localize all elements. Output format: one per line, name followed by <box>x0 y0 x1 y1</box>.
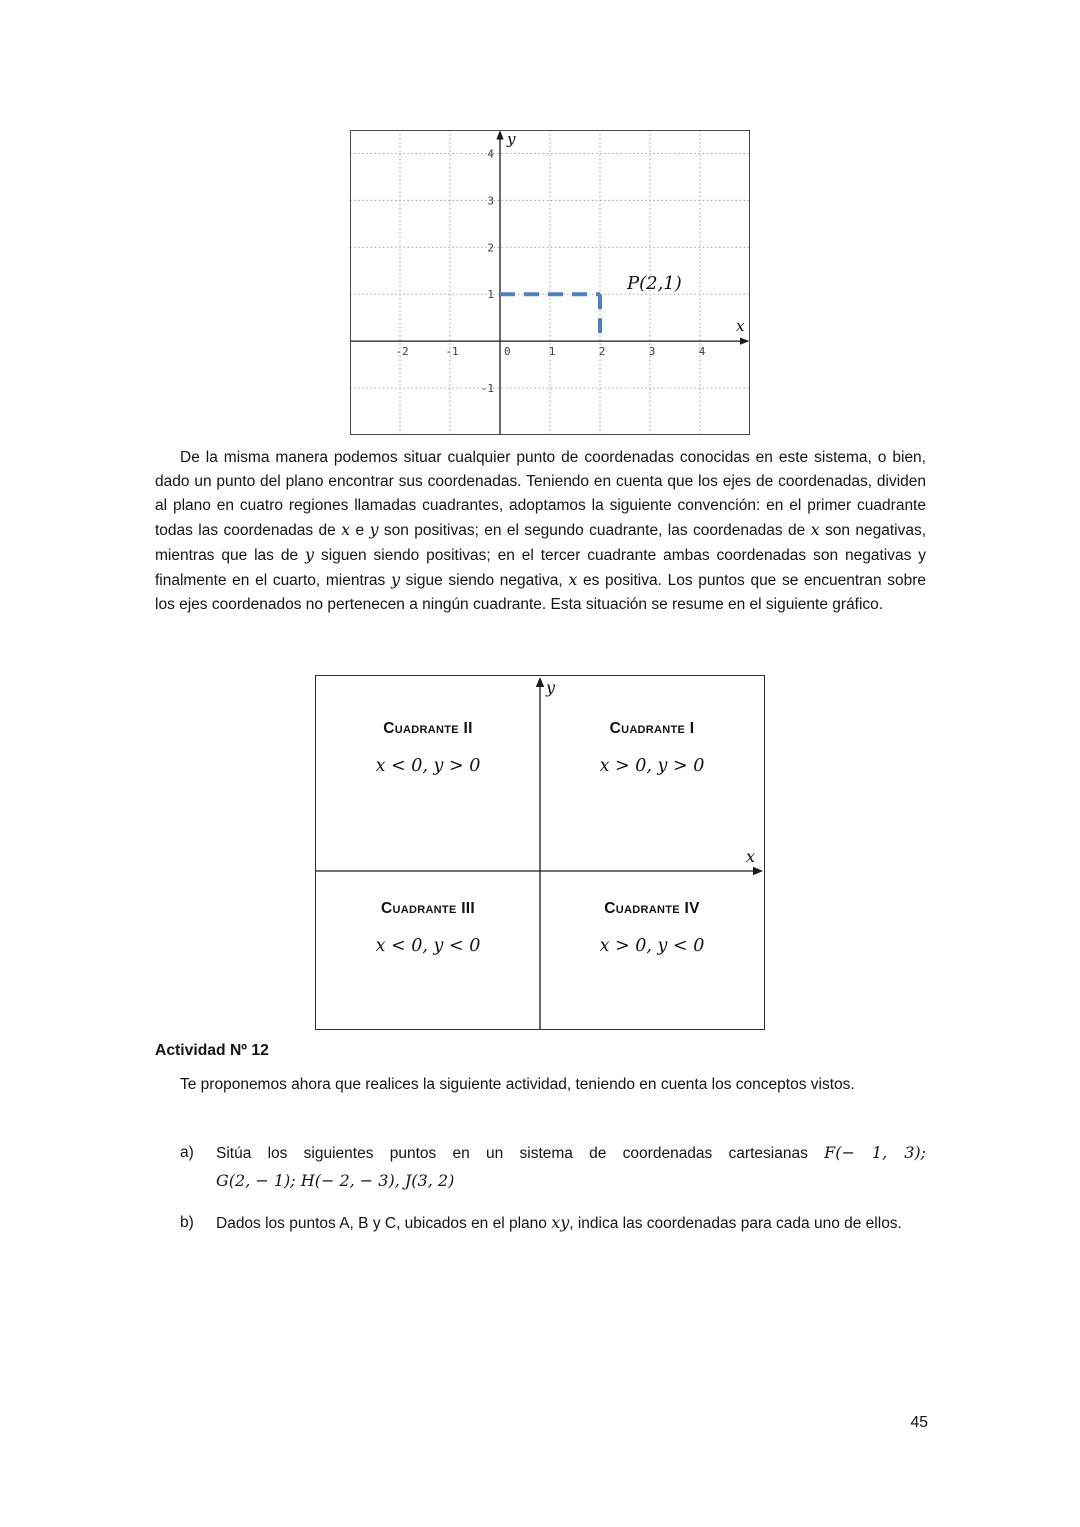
text-run: Dados los puntos A, B y C, ubicados en el plano <box>216 1215 552 1232</box>
x-tick-label: -1 <box>445 345 459 359</box>
text-run: sigue siendo negativa, <box>400 572 569 589</box>
y-tick-label: 4 <box>487 147 494 161</box>
activity-heading: Actividad Nº 12 <box>155 1042 269 1059</box>
text-run: De la misma manera podemos situar cualquier punto de coordenadas conocidas en este sistema, o bien, dado un punto del plano encontrar sus coordenadas. Teniendo en cuenta que los ejes de coordenadas, dividen al plano en cuatro regiones llamadas cuadrantes, adoptamos la siguiente convención: en el primer cuadrante todas las coordenadas de <box>155 449 926 539</box>
math-inline: x <box>568 570 578 589</box>
y-tick-label: 1 <box>487 288 494 302</box>
text-run: , indica las coordenadas para cada uno de ellos. <box>569 1215 902 1232</box>
quadrant-diagram <box>315 675 765 1030</box>
y-axis-arrow-icon <box>536 677 544 687</box>
y-tick-label: -1 <box>480 382 494 396</box>
activity-item-a <box>180 1139 926 1195</box>
x-tick-label: -2 <box>395 345 409 359</box>
text-run: Sitúa los siguientes puntos en un sistema de coordenadas cartesianas <box>216 1145 825 1162</box>
math-inline: x <box>341 520 351 539</box>
activity-item-a-content <box>216 1139 926 1195</box>
x-tick-label: 3 <box>648 345 656 359</box>
activity-item-b-line-1 <box>216 1209 926 1237</box>
quadrants-paragraph <box>155 446 926 617</box>
y-tick-label: 3 <box>487 194 494 208</box>
page-number: 45 <box>910 1414 928 1431</box>
math-inline: y <box>390 570 401 589</box>
activity-item-a-line-1 <box>216 1139 926 1167</box>
math-inline: x <box>810 520 820 539</box>
y-tick-label: 2 <box>487 241 494 255</box>
text-run: siguen siendo positivas; en el tercer cuadrante ambas coordenadas son negativas y finalmente en el cuarto, mientras <box>155 547 926 589</box>
y-axis-arrow-icon <box>496 130 503 140</box>
math-inline: G(2, − 1); H(− 2, − 3), J(3, 2) <box>216 1171 455 1190</box>
x-tick-label: 1 <box>548 345 556 359</box>
x-tick-label: 0 <box>504 345 511 359</box>
quadrant-i-cell <box>540 720 764 776</box>
quadrant-ii-title: Cuadrante II <box>383 720 473 737</box>
quadrant-iii-title: Cuadrante III <box>380 900 476 917</box>
x-axis-arrow-icon <box>740 338 750 345</box>
math-inline: F(− 1, 3); <box>824 1143 926 1162</box>
math-inline: xy <box>551 1213 570 1232</box>
quadrant-i-condition: x > 0, y > 0 <box>599 756 705 776</box>
math-inline: y <box>304 545 315 564</box>
x-tick-label: 2 <box>598 345 606 359</box>
activity-item-b <box>180 1209 926 1237</box>
activity-list <box>180 1139 926 1251</box>
activity-intro: Te proponemos ahora que realices la siguiente actividad, teniendo en cuenta los conceptos vistos. <box>180 1076 855 1093</box>
text-run: son positivas; en el segundo cuadrante, las coordenadas de <box>378 522 811 539</box>
y-axis-label: y <box>546 678 556 697</box>
quadrant-ii-cell <box>316 720 540 776</box>
x-tick-label: 4 <box>698 345 706 359</box>
x-axis-arrow-icon <box>753 867 763 875</box>
cartesian-chart <box>350 130 750 435</box>
quadrant-iv-cell <box>540 900 764 956</box>
text-run: e <box>350 522 370 539</box>
coordinate-plot <box>350 130 750 435</box>
activity-item-a-line-2 <box>216 1167 926 1195</box>
point-label: P(2,1) <box>627 273 682 295</box>
x-axis-label: x <box>736 317 745 336</box>
quadrant-iv-title: Cuadrante IV <box>604 900 700 917</box>
quadrant-i-title: Cuadrante I <box>609 720 695 737</box>
quadrant-iii-cell <box>316 900 540 956</box>
quadrant-iii-condition: x < 0, y < 0 <box>375 936 481 956</box>
activity-item-b-label: b) <box>180 1214 194 1231</box>
text-run: son negativas, mientras que las de <box>155 522 927 564</box>
activity-item-a-label: a) <box>180 1144 194 1161</box>
math-inline: y <box>369 520 379 539</box>
activity-item-b-content <box>216 1209 926 1237</box>
quadrant-ii-condition: x < 0, y > 0 <box>375 756 481 776</box>
x-axis-label: x <box>746 847 756 866</box>
text-run: es positiva. Los puntos que se encuentran sobre los ejes coordenados no pertenecen a ningún cuadrante. Esta situación se resume en el siguiente gráfico. <box>155 572 927 613</box>
quadrant-iv-condition: x > 0, y < 0 <box>599 936 705 956</box>
y-axis-label: y <box>507 130 516 148</box>
